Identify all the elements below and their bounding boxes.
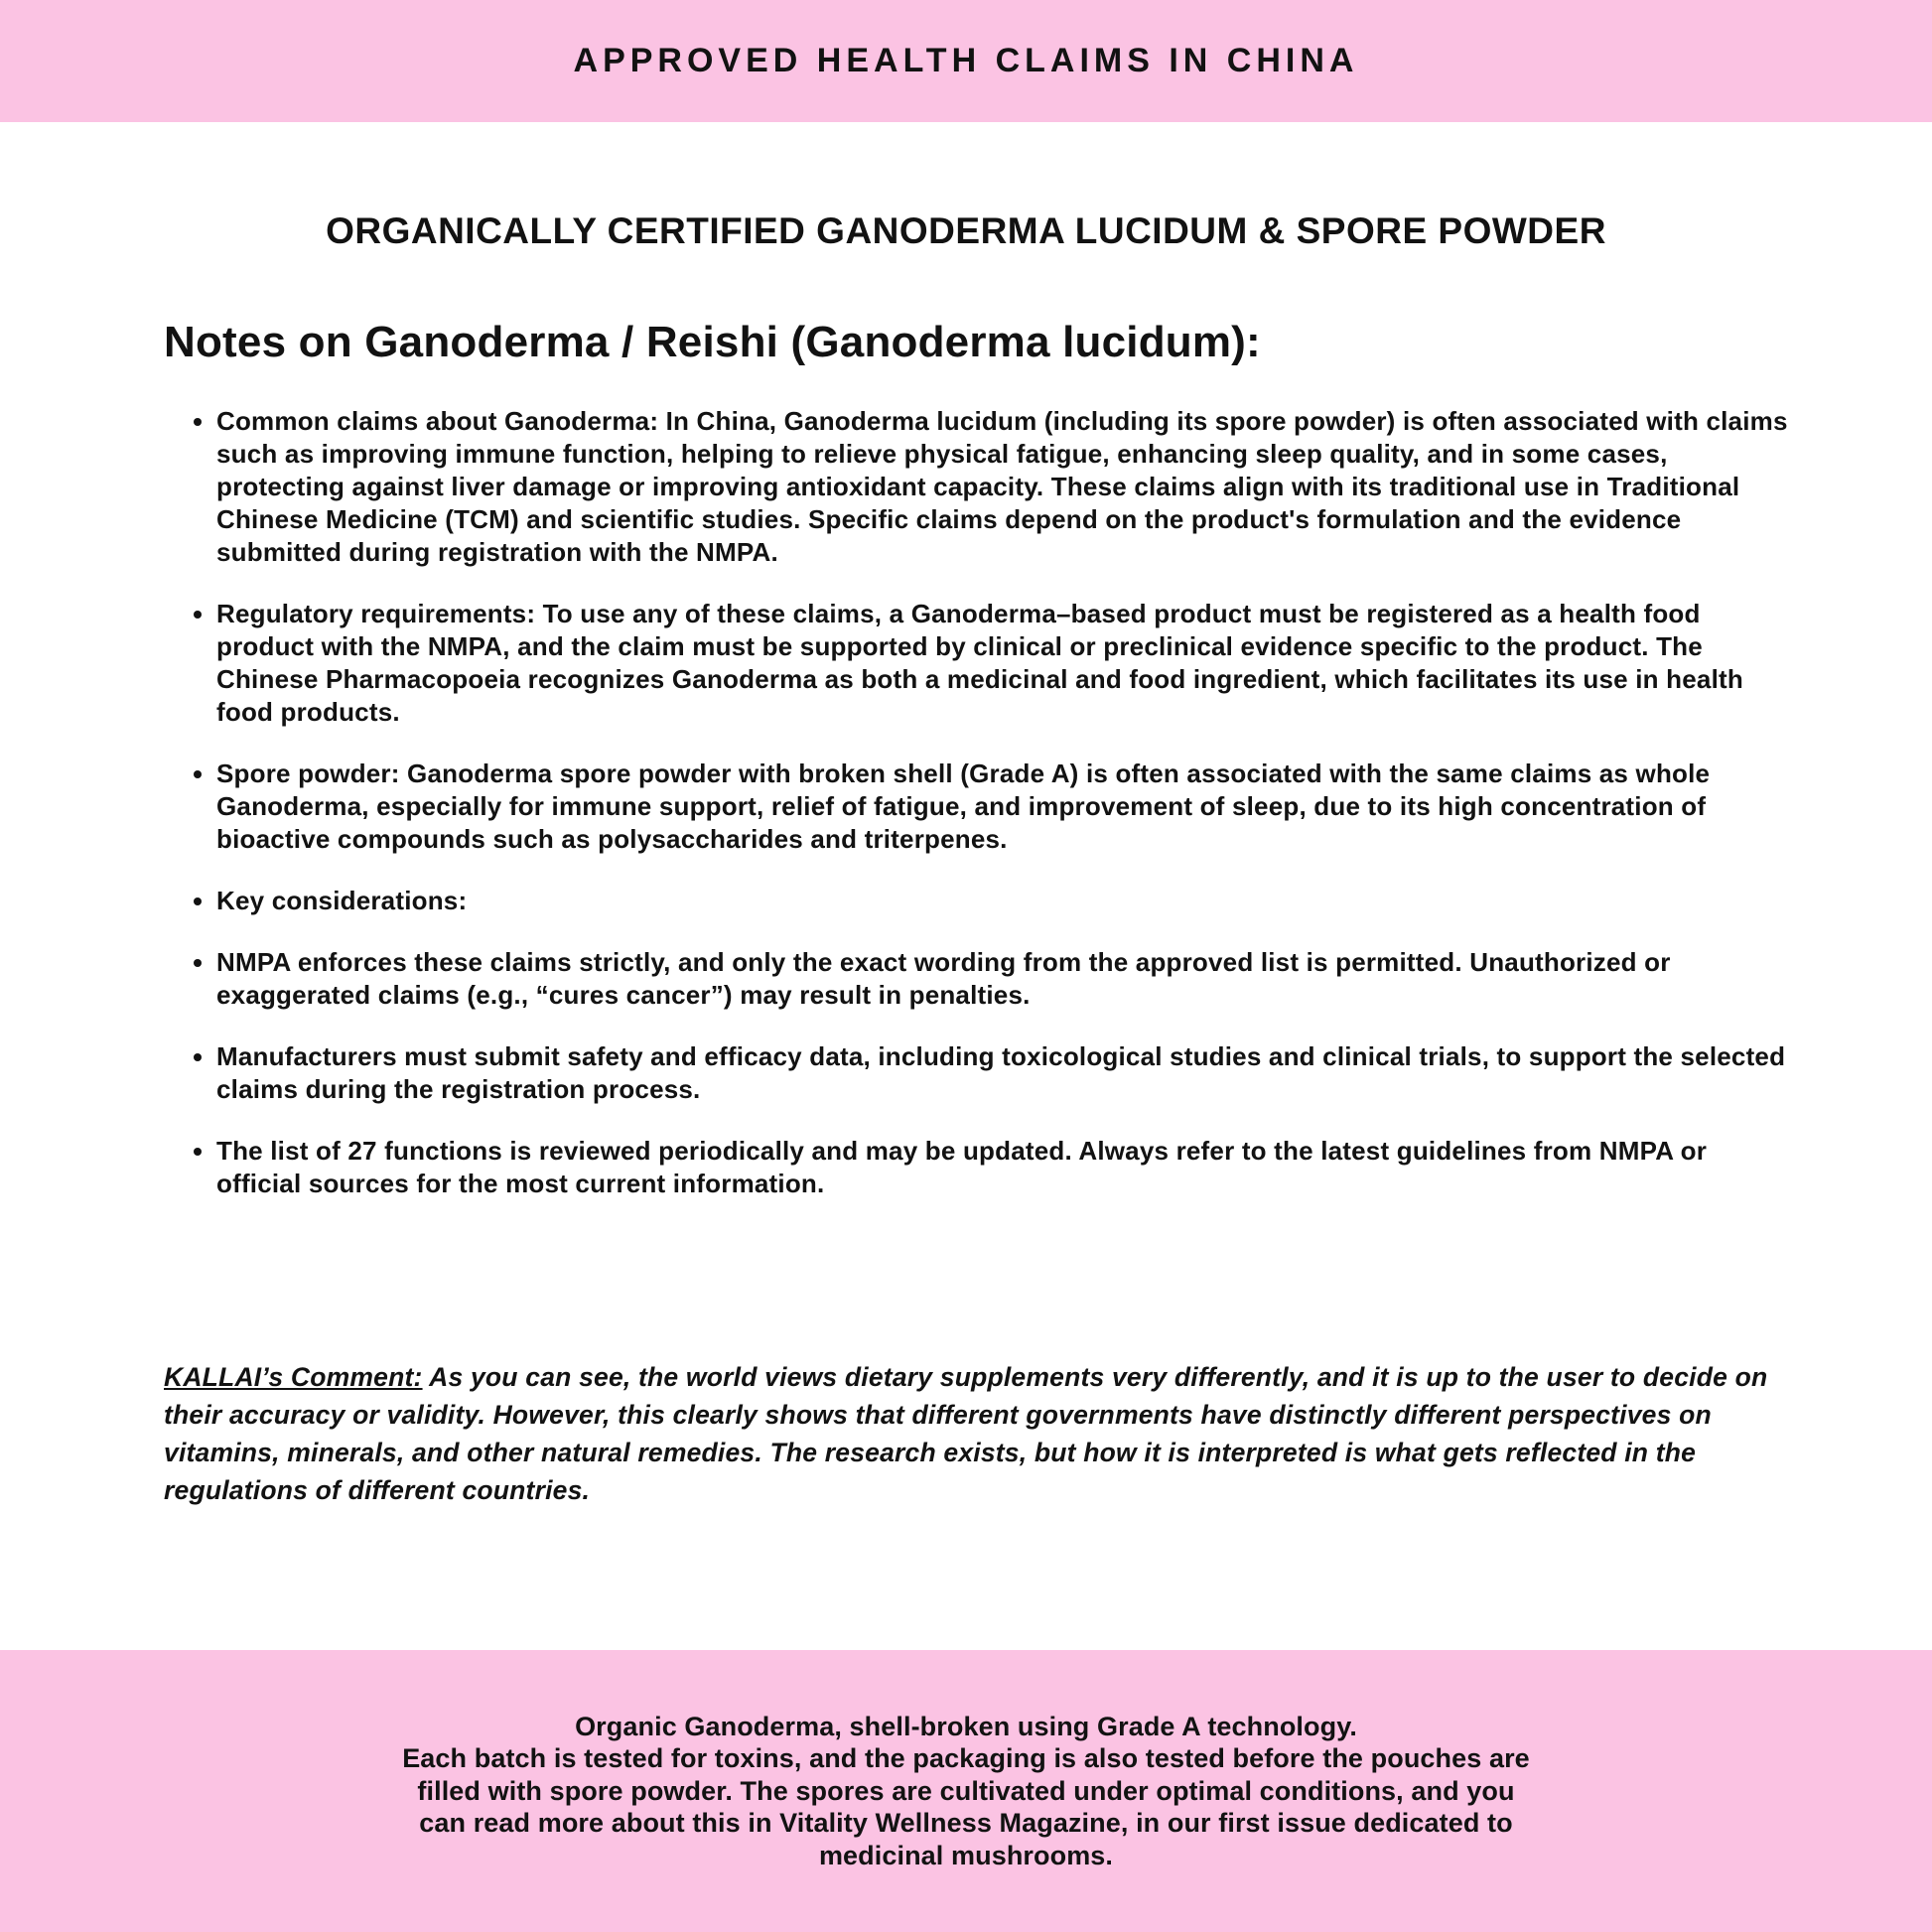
section-heading: Notes on Ganoderma / Reishi (Ganoderma lucidum): [164,318,1261,366]
bullet-item-common-claims: • Common claims about Ganoderma: In China, Ganoderma lucidum (including its spore powder) is often associated with claims such as improving immune function, helping to relieve physical fatigue, enhancing sleep quality, and in some cases, protecting against liver damage or improving antioxidant capacity. These claims align with its traditional use in Traditional Chinese Medicine (TCM) and scientific studies. Specific claims depend on the product's formulation and the evidence submitted during registration with the NMPA. [216,405,1790,569]
bullet-item-functions-list: • The list of 27 functions is reviewed periodically and may be updated. Always refer to the latest guidelines from NMPA or official sources for the most current information. [216,1135,1790,1200]
bullet-list [187,405,1790,1229]
bullet-item-regulatory-requirements: • Regulatory requirements: To use any of these claims, a Ganoderma–based product must be registered as a health food product with the NMPA, and the claim must be supported by clinical or preclinical evidence specific to the product. The Chinese Pharmacopoeia recognizes Ganoderma as both a medicinal and food ingredient, which facilitates its use in health food products. [216,598,1790,729]
header-band [0,0,1932,122]
document-title: ORGANICALLY CERTIFIED GANODERMA LUCIDUM & SPORE POWDER [326,210,1606,251]
kallai-comment [164,1358,1797,1509]
bullet-item-key-considerations: • Key considerations: [216,885,1790,917]
footer-line: filled with spore powder. The spores are cultivated under optimal conditions, and you [417,1775,1515,1806]
footer-line: can read more about this in Vitality Wellness Magazine, in our first issue dedicated to [419,1808,1513,1839]
bullet-item-manufacturer-data: • Manufacturers must submit safety and efficacy data, including toxicological studies and clinical trials, to support the selected claims during the registration process. [216,1040,1790,1106]
footer-line: Each batch is tested for toxins, and the packaging is also tested before the pouches are [402,1743,1530,1774]
header-title: APPROVED HEALTH CLAIMS IN CHINA [573,42,1359,79]
footer-line: medicinal mushrooms. [818,1840,1114,1870]
bullet-item-nmpa-enforcement: • NMPA enforces these claims strictly, and only the exact wording from the approved list is permitted. Unauthorized or exaggerated claims (e.g., “cures cancer”) may result in penalties. [216,946,1790,1012]
comment-body: As you can see, the world views dietary supplements very differently, and it is up to the user to decide on their accuracy or validity. However, this clearly shows that different governments have distinctly different perspectives on vitamins, minerals, and other natural remedies. The research exists, but how it is interpreted is what gets reflected in the regulations of different countries. [164,1362,1768,1505]
footer-line: Organic Ganoderma, shell-broken using Grade A technology. [575,1711,1357,1741]
footer-band [0,1650,1932,1932]
comment-lead: KALLAI’s Comment: [164,1362,423,1392]
bullet-item-spore-powder: • Spore powder: Ganoderma spore powder with broken shell (Grade A) is often associated with the same claims as whole Ganoderma, especially for immune support, relief of fatigue, and improvement of sleep, due to its high concentration of bioactive compounds such as polysaccharides and triterpenes. [216,758,1790,856]
